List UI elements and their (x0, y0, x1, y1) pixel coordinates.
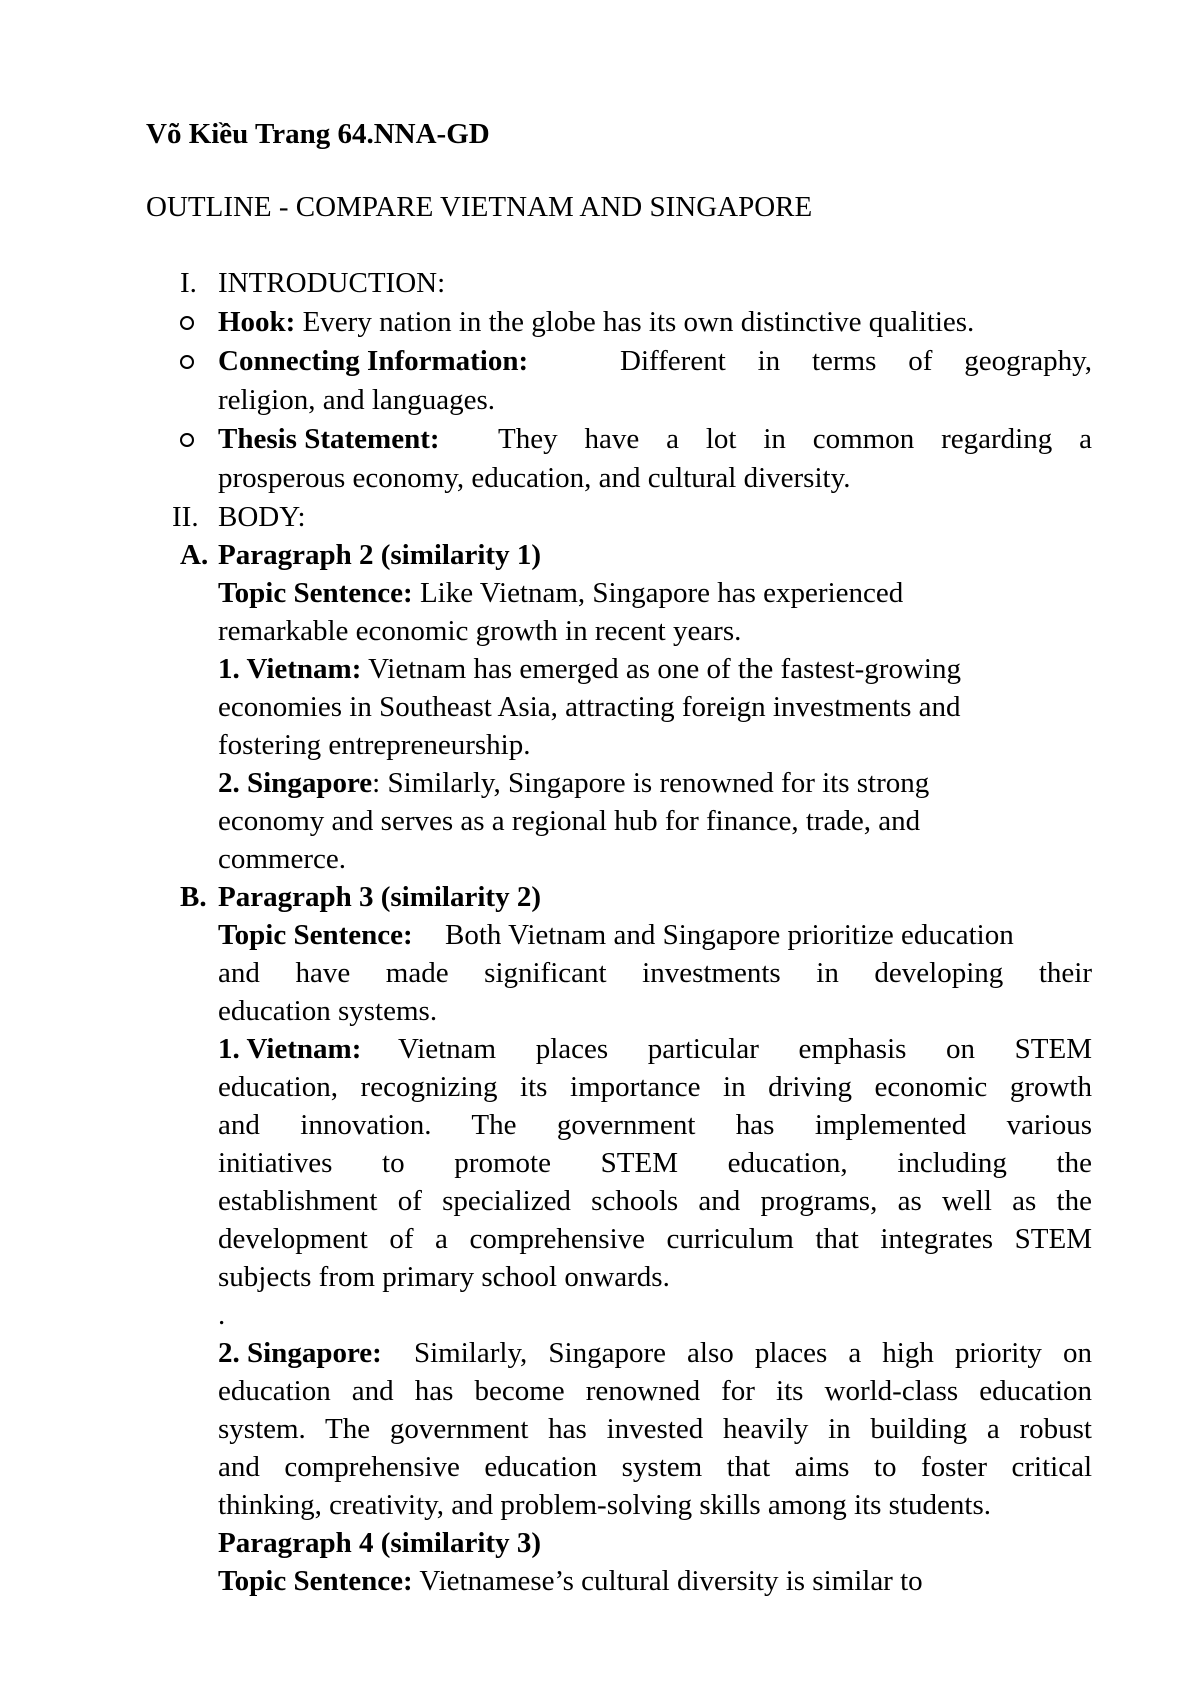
paragraph-marker-b: B. (180, 881, 207, 913)
singapore-point-b-line-1: Similarly, Singapore also places a high priority on (414, 1337, 1092, 1369)
document-title: OUTLINE - COMPARE VIETNAM AND SINGAPORE (146, 191, 813, 223)
topic-sentence-b-line-2: and have made significant investments in developing their (218, 957, 1092, 989)
vietnam-point-b-line-6: development of a comprehensive curriculum that integrates STEM (218, 1223, 1092, 1255)
singapore-point-a-line-3: commerce. (218, 843, 347, 875)
section-heading-intro: INTRODUCTION: (218, 267, 446, 299)
topic-sentence-a-line-1: Topic Sentence: Like Vietnam, Singapore has experienced (218, 577, 904, 609)
circle-bullet-icon (180, 355, 194, 369)
section-numeral-intro: I. (180, 267, 197, 299)
thesis-text-line-1: They have a lot in common regarding a (498, 423, 1092, 455)
thesis-label-cell (218, 421, 440, 458)
singapore-point-b-line-2: education and has become renowned for its world-class education (218, 1375, 1092, 1407)
topic-sentence-b-line-1: Both Vietnam and Singapore prioritize education (445, 919, 1014, 951)
vietnam-label-b-cell (218, 1031, 361, 1068)
thesis-text-line-2: prosperous economy, education, and cultural diversity. (218, 462, 851, 494)
topic-sentence-a-line-2: remarkable economic growth in recent years. (218, 615, 742, 647)
topic-sentence-c-line-1: Topic Sentence: Vietnamese’s cultural diversity is similar to (218, 1565, 923, 1597)
vietnam-point-b-line-5: establishment of specialized schools and programs, as well as the (218, 1185, 1092, 1217)
paragraph-heading-b: Paragraph 3 (similarity 2) (218, 881, 541, 913)
topic-label: Topic Sentence: (218, 919, 413, 951)
vietnam-point-b-line-1: Vietnam places particular emphasis on STEM (398, 1033, 1092, 1065)
vietnam-point-b-line-4: initiatives to promote STEM education, including the (218, 1147, 1092, 1179)
singapore-point-b-line-5: thinking, creativity, and problem-solving skills among its students. (218, 1489, 991, 1521)
singapore-point-a-line-1: 2. Singapore: Similarly, Singapore is renowned for its strong (218, 767, 930, 799)
singapore-label: 2. Singapore (218, 767, 373, 799)
vietnam-point-b-line-2: education, recognizing its importance in driving economic growth (218, 1071, 1092, 1103)
vietnam-label: 1. Vietnam: (218, 653, 362, 685)
section-heading-body: BODY: (218, 501, 306, 533)
thesis-label: Thesis Statement: (218, 423, 440, 455)
hook-text: Every nation in the globe has its own distinctive qualities. (295, 306, 975, 338)
author-name: Võ Kiều Trang 64.NNA-GD (146, 118, 490, 150)
stray-dot: . (218, 1299, 226, 1331)
hook-label: Hook: (218, 306, 296, 338)
circle-bullet-icon (180, 316, 194, 330)
paragraph-heading-a: Paragraph 2 (similarity 1) (218, 539, 541, 571)
topic-label: Topic Sentence: (218, 577, 413, 609)
circle-bullet-icon (180, 433, 194, 447)
singapore-point-b-line-4: and comprehensive education system that aims to foster critical (218, 1451, 1092, 1483)
connecting-label: Connecting Information: (218, 345, 529, 377)
author-line (146, 116, 490, 153)
singapore-label: 2. Singapore: (218, 1337, 382, 1369)
singapore-point-a-line-2: economy and serves as a regional hub for finance, trade, and (218, 805, 921, 837)
hook-line (218, 304, 974, 341)
connecting-label-cell (218, 343, 528, 380)
connecting-text-line-2: religion, and languages. (218, 384, 496, 416)
singapore-label-b-cell (218, 1335, 382, 1372)
vietnam-point-b-line-3: and innovation. The government has implemented various (218, 1109, 1092, 1141)
section-numeral-body: II. (172, 501, 199, 533)
vietnam-point-a-line-2: economies in Southeast Asia, attracting foreign investments and (218, 691, 961, 723)
vietnam-point-b-line-7: subjects from primary school onwards. (218, 1261, 670, 1293)
vietnam-point-a-line-1: 1. Vietnam: Vietnam has emerged as one of the fastest-growing (218, 653, 961, 685)
paragraph-heading-c: Paragraph 4 (similarity 3) (218, 1527, 541, 1559)
vietnam-label: 1. Vietnam: (218, 1033, 362, 1065)
topic-sentence-b-line-3: education systems. (218, 995, 438, 1027)
vietnam-point-a-line-3: fostering entrepreneurship. (218, 729, 531, 761)
paragraph-marker-a: A. (180, 539, 209, 571)
topic-sentence-b-label-cell (218, 917, 413, 954)
topic-label: Topic Sentence: (218, 1565, 413, 1597)
connecting-text-line-1: Different in terms of geography, (620, 345, 1092, 377)
singapore-point-b-line-3: system. The government has invested heavily in building a robust (218, 1413, 1092, 1445)
